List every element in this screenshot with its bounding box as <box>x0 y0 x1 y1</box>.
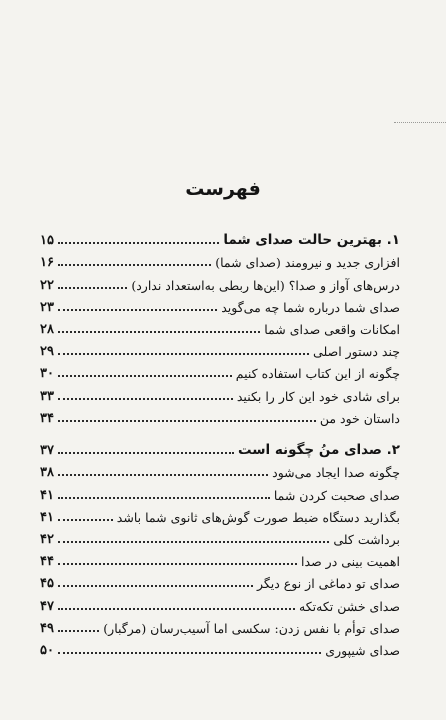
page-number: ۳۴ <box>40 410 54 426</box>
scan-mark <box>394 122 446 133</box>
toc-section-2 <box>40 436 400 658</box>
page-number: ۴۹ <box>40 620 54 636</box>
toc-entry[interactable] <box>40 359 400 381</box>
dot-leader <box>58 519 113 521</box>
page-number: ۴۱ <box>40 487 54 503</box>
entry-title: برای شادی خود این کار را بکنید <box>236 388 400 404</box>
chapter-title: ۲. صدای منُ چگونه است <box>237 442 400 459</box>
dot-leader <box>58 264 211 266</box>
dot-leader <box>58 652 321 654</box>
dot-leader <box>58 585 253 587</box>
entry-title: صدای صحبت کردن شما <box>273 487 400 503</box>
dot-leader <box>58 309 217 311</box>
page-number: ۴۵ <box>40 576 54 592</box>
page-number: ۴۲ <box>40 531 54 547</box>
page-number: ۴۷ <box>40 598 54 614</box>
entry-title: صدای تو دماغی از نوع دیگر <box>256 576 400 592</box>
toc-entry[interactable] <box>40 614 400 636</box>
page-number: ۳۰ <box>40 366 54 382</box>
page-number: ۲۲ <box>40 277 54 293</box>
entry-title: چگونه صدا ایجاد می‌شود <box>272 465 400 481</box>
entry-title: چگونه از این کتاب استفاده کنیم <box>235 366 400 382</box>
toc-entry[interactable] <box>40 293 400 315</box>
page-number: ۴۴ <box>40 554 54 570</box>
dot-leader <box>58 474 268 476</box>
page-number: ۱۶ <box>40 255 54 271</box>
dot-leader <box>58 242 219 244</box>
page-number: ۳۷ <box>40 443 54 459</box>
entry-title: داستان خود من <box>319 410 400 426</box>
entry-title: بگذارید دستگاه ضبط صورت گوش‌های ثانوی شما باشد <box>116 509 400 525</box>
toc-entry[interactable] <box>40 458 400 480</box>
toc-entry[interactable] <box>40 315 400 337</box>
toc-entry[interactable] <box>40 547 400 569</box>
toc-section-1 <box>40 226 400 426</box>
entry-title: صدای خشن تکه‌تکه <box>299 598 400 614</box>
entry-title: صدای شیپوری <box>325 642 400 658</box>
dot-leader <box>58 541 329 543</box>
toc-chapter[interactable] <box>40 436 400 458</box>
toc-entry[interactable] <box>40 381 400 403</box>
entry-title: اهمیت بینی در صدا <box>301 554 400 570</box>
dot-leader <box>58 353 309 355</box>
entry-title: چند دستور اصلی <box>313 344 400 360</box>
toc-entry[interactable] <box>40 525 400 547</box>
entry-title: صدای شما درباره شما چه می‌گوید <box>221 299 400 315</box>
dot-leader <box>58 331 260 333</box>
entry-title: صدای توأم با نفس زدن: سکسی اما آسیب‌رسان (مرگبار) <box>103 620 400 636</box>
toc-entry[interactable] <box>40 404 400 426</box>
dot-leader <box>58 375 232 377</box>
dot-leader <box>58 452 234 454</box>
page-title: فهرست <box>185 178 261 200</box>
dot-leader <box>58 608 295 610</box>
toc-entry[interactable] <box>40 480 400 502</box>
toc-entry[interactable] <box>40 569 400 591</box>
page-number: ۲۹ <box>40 344 54 360</box>
toc-entry[interactable] <box>40 591 400 613</box>
dot-leader <box>58 630 99 632</box>
dot-leader <box>58 497 270 499</box>
page-number: ۲۳ <box>40 299 54 315</box>
page-number: ۳۸ <box>40 465 54 481</box>
page-number: ۴۱ <box>40 509 54 525</box>
entry-title: افزاری جدید و نیرومند (صدای شما) <box>215 255 400 271</box>
page-number: ۱۵ <box>40 233 54 249</box>
entry-title: برداشت کلی <box>333 531 400 547</box>
page-number: ۳۳ <box>40 388 54 404</box>
page-number: ۲۸ <box>40 321 54 337</box>
dot-leader <box>58 398 233 400</box>
dot-leader <box>58 287 127 289</box>
entry-title: امکانات واقعی صدای شما <box>264 321 400 337</box>
toc-entry[interactable] <box>40 337 400 359</box>
toc-entry[interactable] <box>40 503 400 525</box>
toc-chapter[interactable] <box>40 226 400 248</box>
chapter-title: ۱. بهترین حالت صدای شما <box>223 232 400 249</box>
toc-entry[interactable] <box>40 270 400 292</box>
entry-title: درس‌های آواز و صدا؟ (این‌ها ربطی به‌استعداد ندارد) <box>131 277 400 293</box>
toc-entry[interactable] <box>40 636 400 658</box>
toc-entry[interactable] <box>40 248 400 270</box>
dot-leader <box>58 420 316 422</box>
page-number: ۵۰ <box>40 642 54 658</box>
dot-leader <box>58 563 297 565</box>
